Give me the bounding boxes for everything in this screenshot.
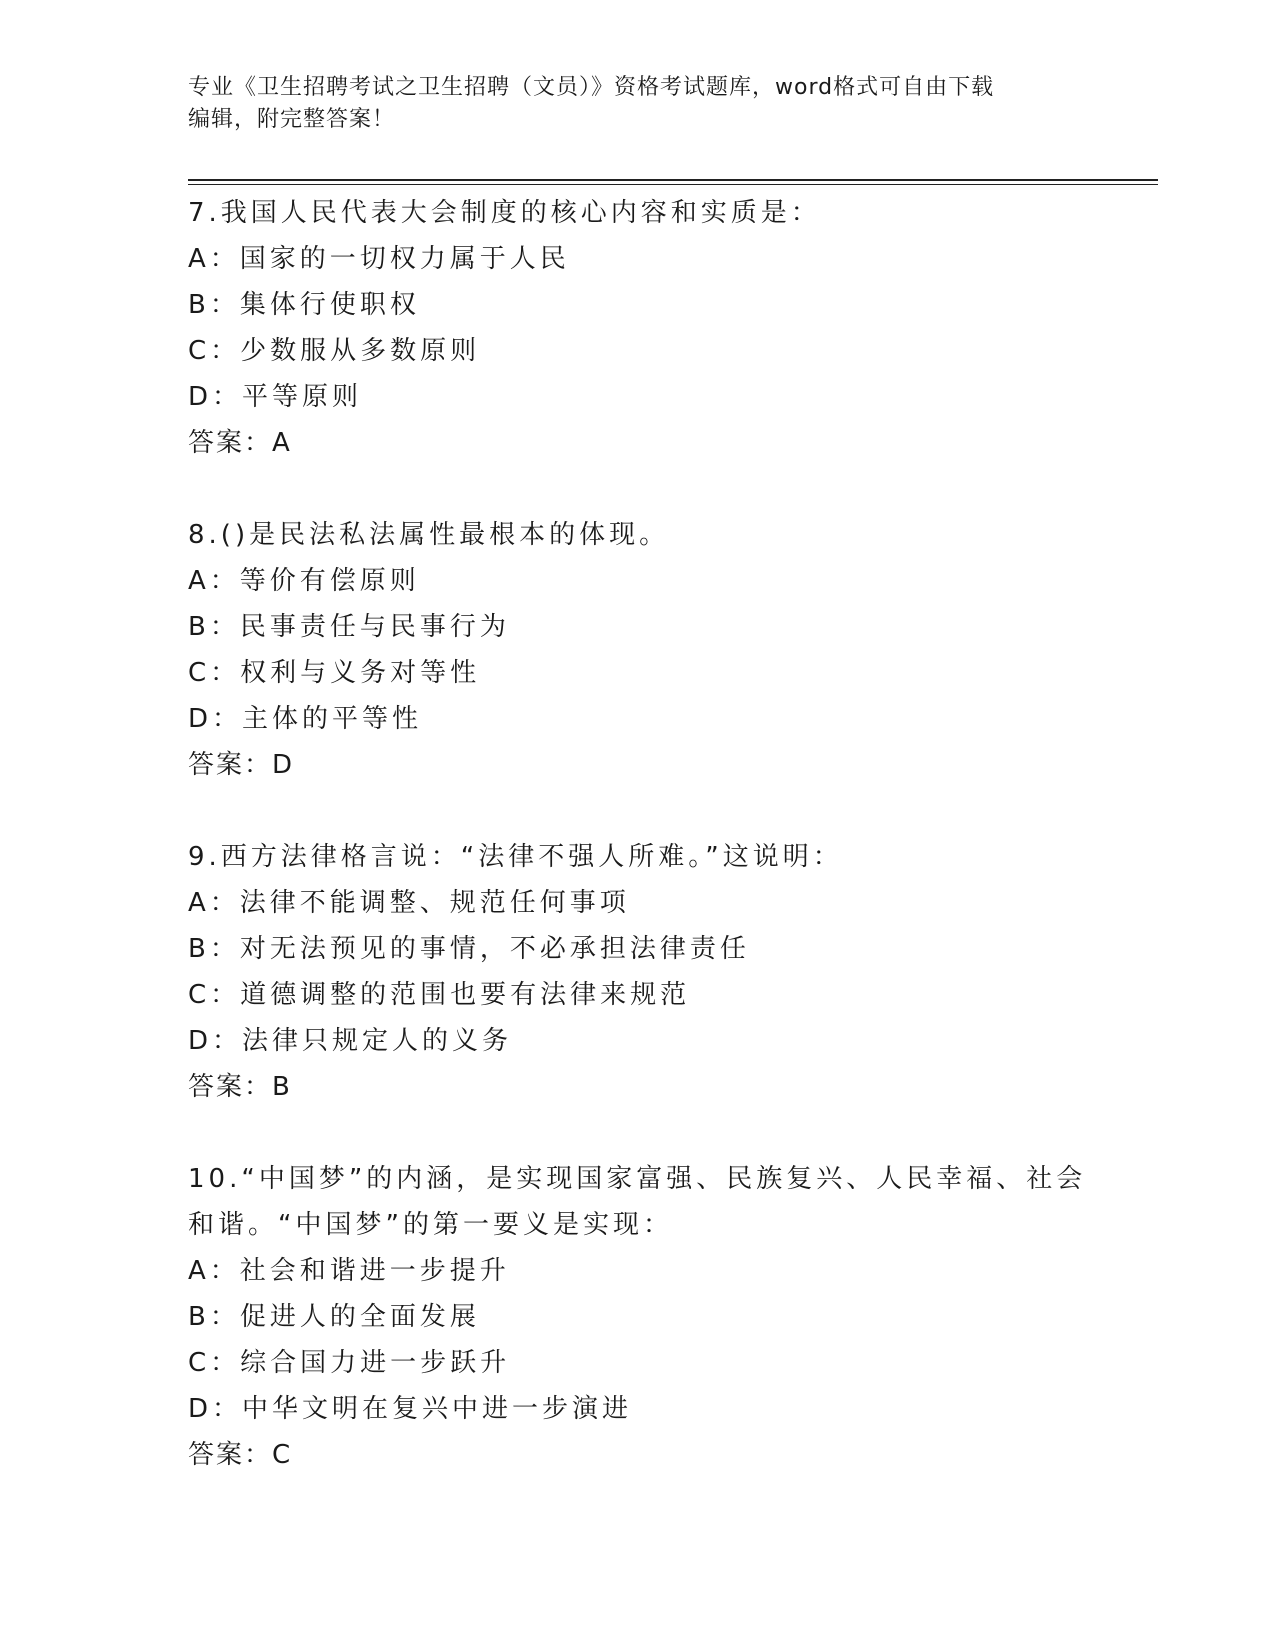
option-a: A：国家的一切权力属于人民 [188,244,570,274]
question-stem: 7.我国人民代表大会制度的核心内容和实质是： [188,198,821,228]
option-d: D：主体的平等性 [188,704,423,734]
option-c: C：少数服从多数原则 [188,336,481,366]
option-c: C：综合国力进一步跃升 [188,1348,511,1378]
option-b: B：民事责任与民事行为 [188,612,510,642]
answer: 答案：C [188,1440,293,1470]
header-line-1: 专业《卫生招聘考试之卫生招聘（文员）》资格考试题库，word格式可自由下载 [188,75,995,100]
option-d: D：中华文明在复兴中进一步演进 [188,1394,633,1424]
question-list [188,190,1088,1524]
header-line-2: 编辑，附完整答案！ [188,107,396,132]
answer: 答案：A [188,428,292,458]
option-c: C：权利与义务对等性 [188,658,481,688]
option-c: C：道德调整的范围也要有法律来规范 [188,980,691,1010]
question-10 [188,1156,1088,1478]
option-a: A：社会和谐进一步提升 [188,1256,510,1286]
option-b: B：促进人的全面发展 [188,1302,480,1332]
answer: 答案：B [188,1072,292,1102]
header-divider-thin [188,184,1158,185]
question-7 [188,190,1088,466]
header-divider-thick [188,179,1158,181]
question-stem: 9.西方法律格言说：“法律不强人所难。”这说明： [188,842,843,872]
option-d: D：法律只规定人的义务 [188,1026,513,1056]
option-b: B：集体行使职权 [188,290,420,320]
document-header [188,72,1088,136]
answer: 答案：D [188,750,295,780]
option-a: A：法律不能调整、规范任何事项 [188,888,630,918]
option-d: D：平等原则 [188,382,363,412]
question-8 [188,512,1088,788]
option-a: A：等价有偿原则 [188,566,420,596]
question-stem: 8.()是民法私法属性最根本的体现。 [188,520,670,550]
question-stem: 10.“中国梦”的内涵，是实现国家富强、民族复兴、人民幸福、社会和谐。“中国梦”的第一要义是实现： [188,1164,1087,1240]
option-b: B：对无法预见的事情，不必承担法律责任 [188,934,750,964]
question-9 [188,834,1088,1110]
